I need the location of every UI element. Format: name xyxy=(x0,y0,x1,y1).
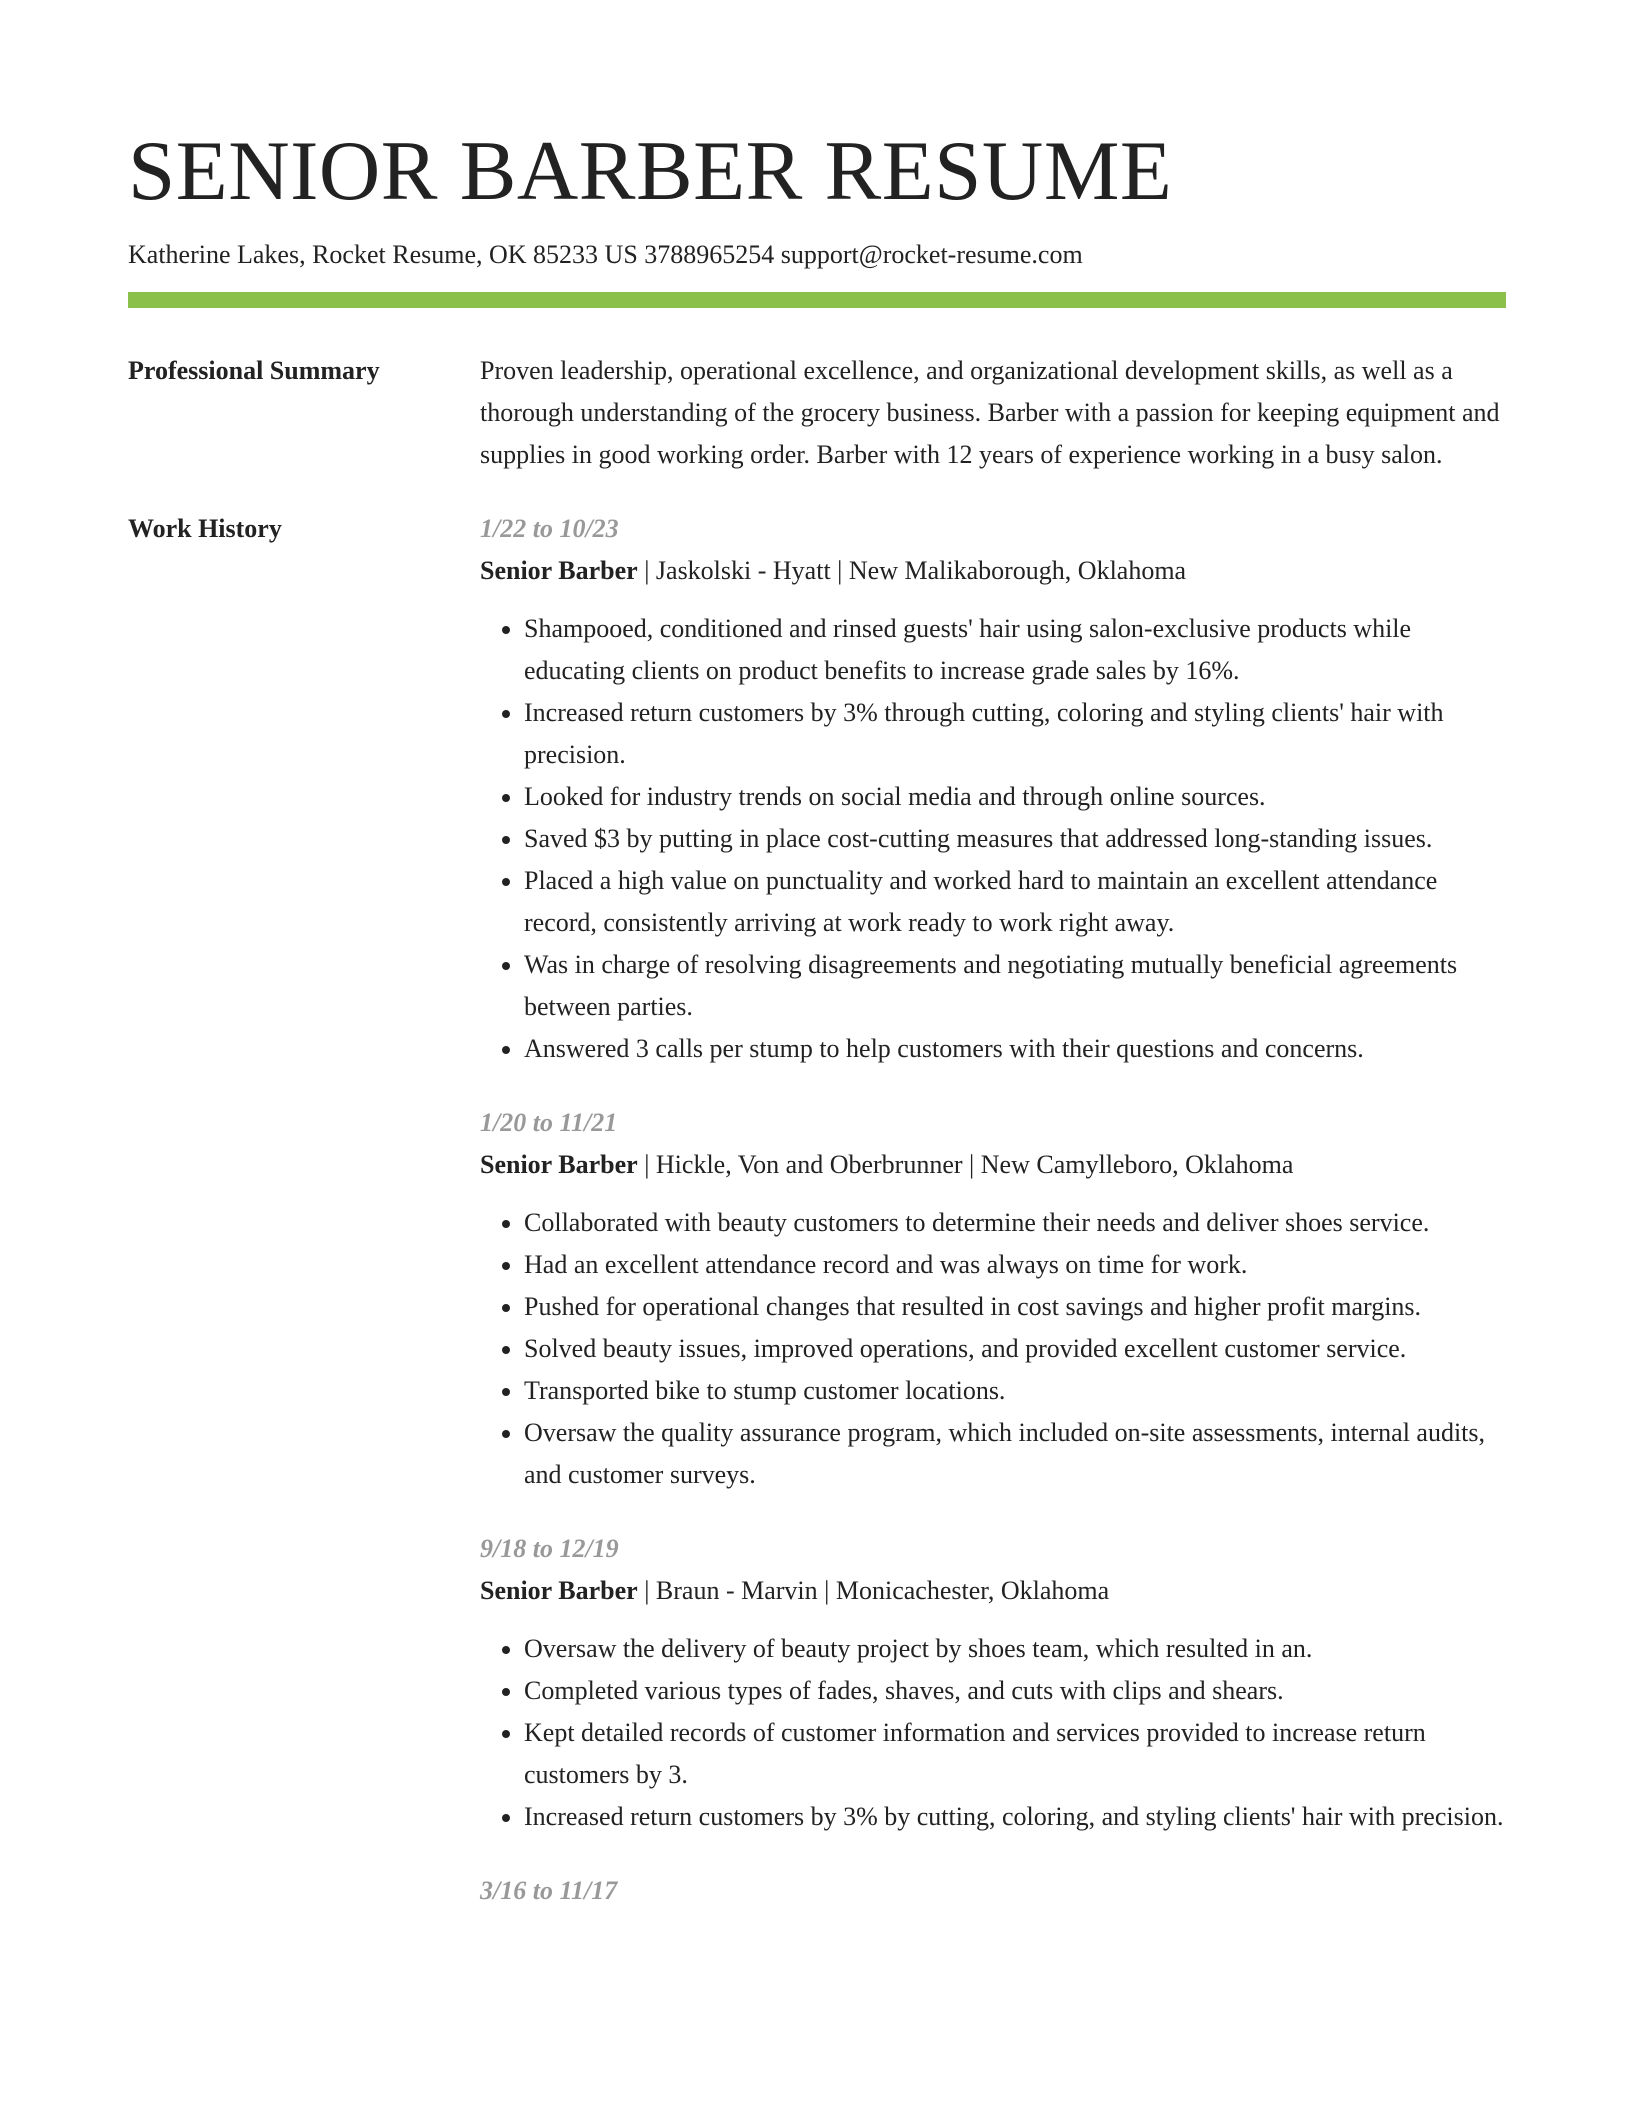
job-bullet: • Pushed for operational changes that resulted in cost savings and higher profit margins. xyxy=(524,1286,1506,1328)
job-dates: 1/22 to 10/23 xyxy=(480,514,619,543)
job-title: Senior Barber xyxy=(480,556,638,585)
job-dates: 9/18 to 12/19 xyxy=(480,1534,619,1563)
job-bullet-list xyxy=(480,1202,1506,1496)
resume-body xyxy=(128,350,1506,1976)
job-bullet: • Transported bike to stump customer locations. xyxy=(524,1370,1506,1412)
separator: | xyxy=(637,556,656,585)
job-bullet: • Oversaw the delivery of beauty project by shoes team, which resulted in an. xyxy=(524,1628,1506,1670)
work-history-heading: Work History xyxy=(128,514,282,543)
resume-header xyxy=(128,118,1506,308)
job-bullet: • Saved $3 by putting in place cost-cutting measures that addressed long-standing issues. xyxy=(524,818,1506,860)
job-bullet-list xyxy=(480,608,1506,1070)
separator: | xyxy=(637,1150,656,1179)
job-bullet: • Solved beauty issues, improved operations, and provided excellent customer service. xyxy=(524,1328,1506,1370)
job-heading-line xyxy=(480,1144,1506,1186)
job-location: New Malikaborough, Oklahoma xyxy=(848,556,1187,585)
summary-text: Proven leadership, operational excellence, and organizational development skills, as well as a thorough understanding of the grocery business. Barber with a passion for keeping equipment and supplies in good working order. Barber with 12 years of experience working in a busy salon. xyxy=(480,356,1500,469)
job-dates: 3/16 to 11/17 xyxy=(480,1876,618,1905)
job-title: Senior Barber xyxy=(480,1576,638,1605)
job-bullet: • Kept detailed records of customer information and services provided to increase return customers by 3. xyxy=(524,1712,1506,1796)
separator: | xyxy=(637,1576,656,1605)
job-heading-line xyxy=(480,1570,1506,1612)
job-bullet: • Was in charge of resolving disagreements and negotiating mutually beneficial agreements between parties. xyxy=(524,944,1506,1028)
job-bullet: • Answered 3 calls per stump to help customers with their questions and concerns. xyxy=(524,1028,1506,1070)
work-history-section xyxy=(128,508,1506,1944)
summary-heading: Professional Summary xyxy=(128,356,380,385)
separator: | xyxy=(817,1576,836,1605)
job-bullet: • Had an excellent attendance record and was always on time for work. xyxy=(524,1244,1506,1286)
job-heading-line xyxy=(480,550,1506,592)
work-history-content xyxy=(480,508,1506,1944)
job-entry xyxy=(480,1528,1506,1838)
job-title: Senior Barber xyxy=(480,1150,638,1179)
contact-line: Katherine Lakes, Rocket Resume, OK 85233 US 3788965254 support@rocket-resume.com xyxy=(128,240,1083,269)
resume-title: SENIOR BARBER RESUME xyxy=(128,124,1173,218)
job-bullet: • Increased return customers by 3% through cutting, coloring and styling clients' hair with precision. xyxy=(524,692,1506,776)
job-location: Monicachester, Oklahoma xyxy=(835,1576,1110,1605)
job-company: Hickle, Von and Oberbrunner xyxy=(655,1150,963,1179)
job-dates: 1/20 to 11/21 xyxy=(480,1108,618,1137)
separator: | xyxy=(830,556,849,585)
job-entry xyxy=(480,1102,1506,1496)
job-bullet: • Oversaw the quality assurance program, which included on-site assessments, internal audits, and customer surveys. xyxy=(524,1412,1506,1496)
job-bullet: • Placed a high value on punctuality and worked hard to maintain an excellent attendance record, consistently arriving at work ready to work right away. xyxy=(524,860,1506,944)
job-entry xyxy=(480,508,1506,1070)
summary-section xyxy=(128,350,1506,476)
accent-divider xyxy=(128,292,1506,308)
job-bullet: • Collaborated with beauty customers to determine their needs and deliver shoes service. xyxy=(524,1202,1506,1244)
job-bullet: • Completed various types of fades, shaves, and cuts with clips and shears. xyxy=(524,1670,1506,1712)
job-entry xyxy=(480,1870,1506,1912)
job-company: Jaskolski - Hyatt xyxy=(655,556,831,585)
job-location: New Camylleboro, Oklahoma xyxy=(980,1150,1294,1179)
summary-content xyxy=(480,350,1506,476)
job-company: Braun - Marvin xyxy=(655,1576,818,1605)
separator: | xyxy=(962,1150,981,1179)
job-bullet: • Looked for industry trends on social media and through online sources. xyxy=(524,776,1506,818)
job-bullet: • Increased return customers by 3% by cutting, coloring, and styling clients' hair with precision. xyxy=(524,1796,1506,1838)
job-bullet: • Shampooed, conditioned and rinsed guests' hair using salon-exclusive products while educating clients on product benefits to increase grade sales by 16%. xyxy=(524,608,1506,692)
job-bullet-list xyxy=(480,1628,1506,1838)
